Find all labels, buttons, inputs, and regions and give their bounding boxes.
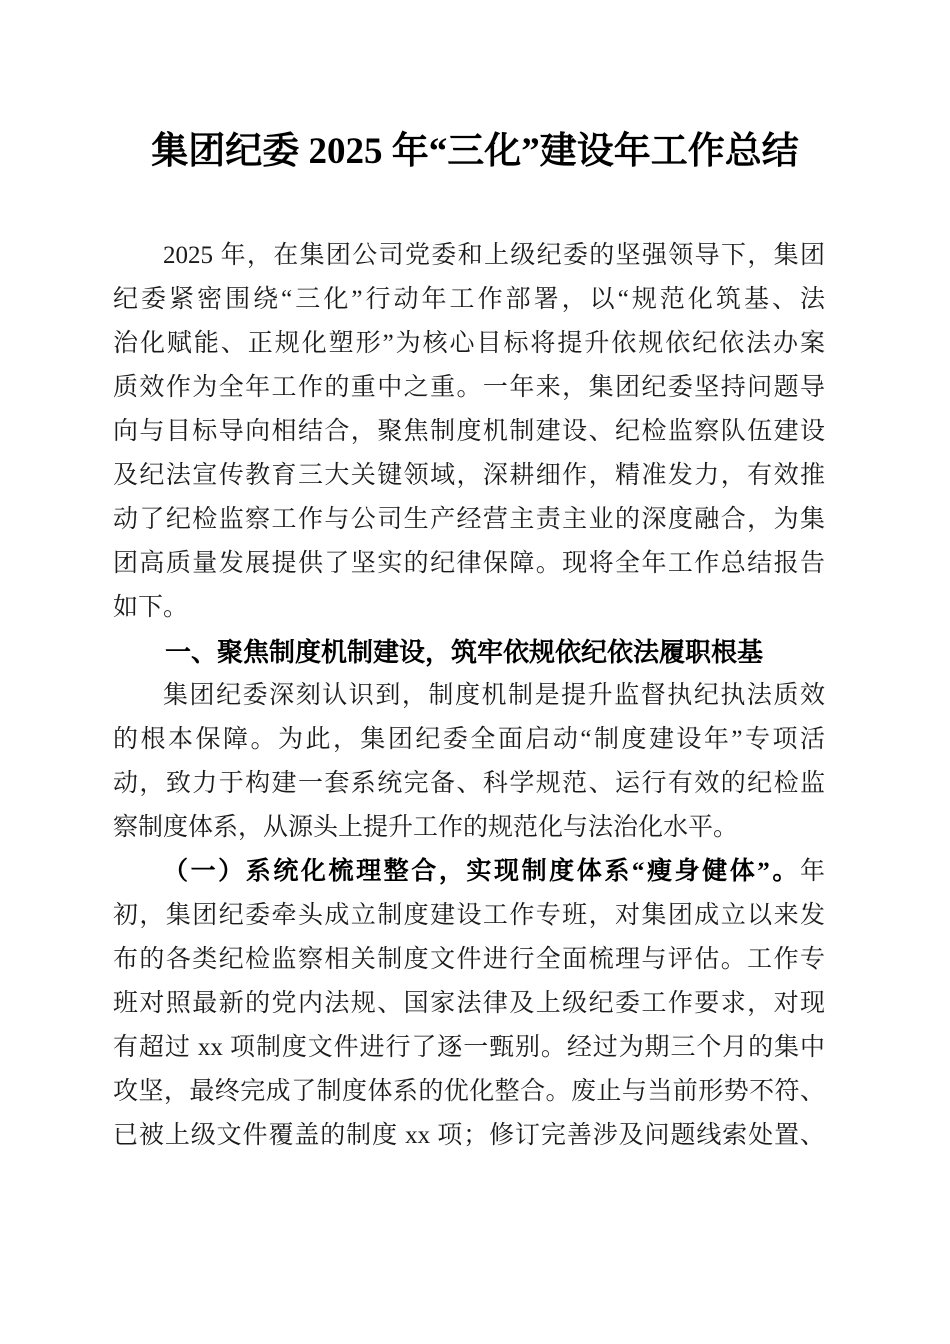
body-line: 2025 年，在集团公司党委和上级纪委的坚强领导下，集团 bbox=[163, 242, 825, 269]
body-line: 有超过 xx 项制度文件进行了逐一甄别。经过为期三个月的集中 bbox=[113, 1034, 825, 1061]
document-title: 集团纪委 2025 年“三化”建设年工作总结 bbox=[151, 131, 799, 172]
body-line: 察制度体系，从源头上提升工作的规范化与法治化水平。 bbox=[113, 814, 739, 841]
body-line: 攻坚，最终完成了制度体系的优化整合。废止与当前形势不符、 bbox=[113, 1078, 825, 1105]
body-line: 集团纪委深刻认识到，制度机制是提升监督执纪执法质效 bbox=[163, 682, 825, 709]
body-line: 班对照最新的党内法规、国家法律及上级纪委工作要求，对现 bbox=[113, 990, 825, 1017]
body-line: 如下。 bbox=[113, 594, 189, 621]
body-line: 初，集团纪委牵头成立制度建设工作专班，对集团成立以来发 bbox=[113, 902, 825, 929]
body-line: 布的各类纪检监察相关制度文件进行全面梳理与评估。工作专 bbox=[113, 946, 825, 973]
document-body bbox=[113, 234, 825, 1158]
body-line: 向与目标导向相结合，聚焦制度机制建设、纪检监察队伍建设 bbox=[113, 418, 825, 445]
section-heading: 一、聚焦制度机制建设，筑牢依规依纪依法履职根基 bbox=[165, 637, 764, 667]
body-line: 已被上级文件覆盖的制度 xx 项；修订完善涉及问题线索处置、 bbox=[113, 1122, 825, 1149]
body-line-text: 年 bbox=[799, 858, 825, 885]
body-line: 质效作为全年工作的重中之重。一年来，集团纪委坚持问题导 bbox=[113, 374, 825, 401]
body-line: 动了纪检监察工作与公司生产经营主责主业的深度融合，为集 bbox=[113, 506, 825, 533]
subsection-lead: （一）系统化梳理整合，实现制度体系“瘦身健体”。 bbox=[163, 858, 800, 885]
body-line bbox=[113, 850, 825, 894]
body-line: 动，致力于构建一套系统完备、科学规范、运行有效的纪检监 bbox=[113, 770, 825, 797]
body-line: 及纪法宣传教育三大关键领域，深耕细作，精准发力，有效推 bbox=[113, 462, 825, 489]
body-line: 纪委紧密围绕“三化”行动年工作部署，以“规范化筑基、法 bbox=[113, 286, 825, 313]
body-line: 治化赋能、正规化塑形”为核心目标将提升依规依纪依法办案 bbox=[113, 330, 825, 357]
body-line: 团高质量发展提供了坚实的纪律保障。现将全年工作总结报告 bbox=[113, 550, 825, 577]
body-line: 的根本保障。为此，集团纪委全面启动“制度建设年”专项活 bbox=[113, 726, 825, 753]
